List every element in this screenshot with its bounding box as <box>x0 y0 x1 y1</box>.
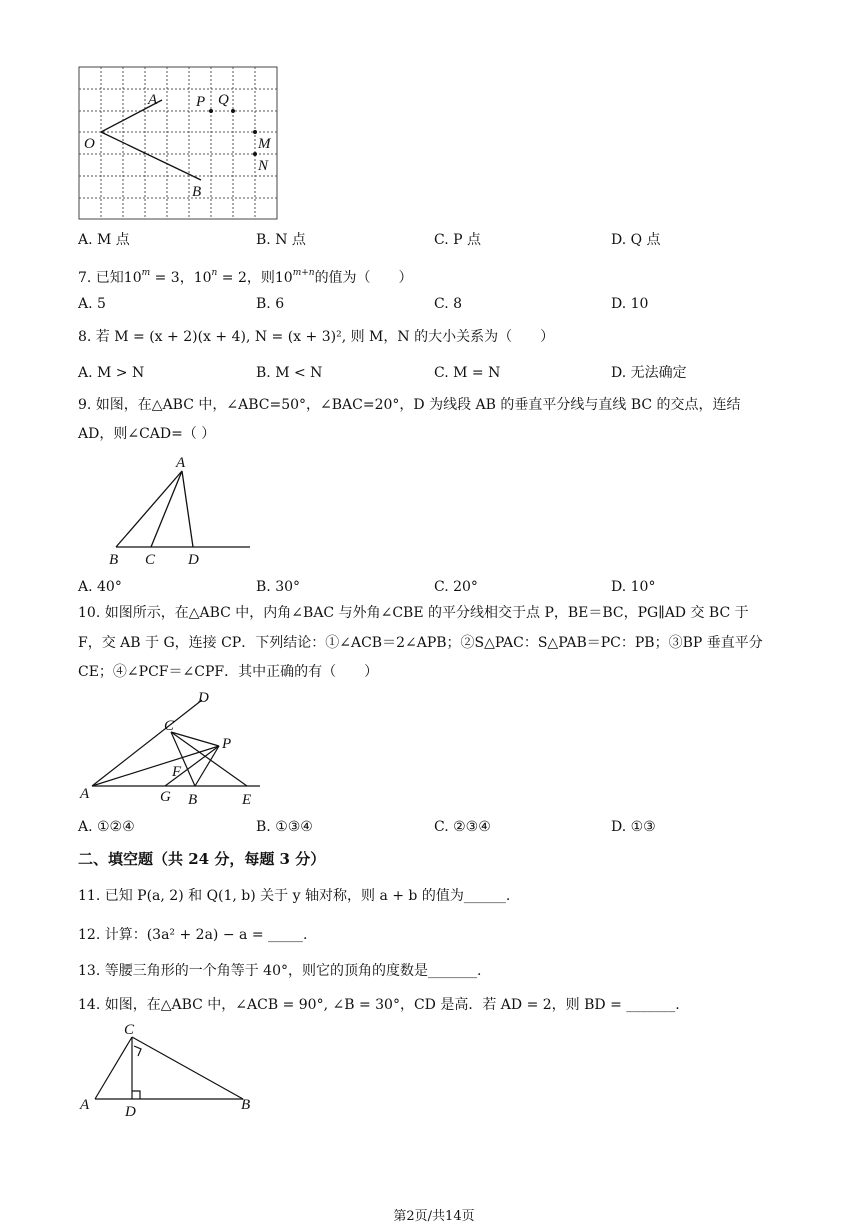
point-m <box>253 130 257 134</box>
label-b: B <box>192 184 202 200</box>
q8-option-a[interactable]: A. M > N <box>78 365 145 381</box>
q14-label-c: C <box>124 1022 135 1038</box>
q6-option-b[interactable]: B. N 点 <box>256 232 306 248</box>
q9-option-a[interactable]: A. 40° <box>78 579 122 595</box>
q9-label-d: D <box>188 552 199 568</box>
q10-label-b: B <box>188 792 198 808</box>
q10-stem-line1: 10. 如图所示，在△ABC 中，内角∠BAC 与外角∠CBE 的平分线相交于点 P，BE＝BC，PG∥AD 交 BC 于 <box>78 605 749 621</box>
q14-label-d: D <box>125 1104 136 1120</box>
q9-stem-line1: 9. 如图，在△ABC 中，∠ABC=50°，∠BAC=20°，D 为线段 AB 的垂直平分线与直线 BC 的交点，连结 <box>78 397 741 413</box>
q10-option-a[interactable]: A. ①②④ <box>78 819 135 835</box>
q11-stem: 11. 已知 P(a, 2) 和 Q(1, b) 关于 y 轴对称，则 a + b 的值为______. <box>78 888 511 904</box>
q9-label-b: B <box>109 552 119 568</box>
q9-option-c[interactable]: C. 20° <box>434 579 478 595</box>
q10-label-g: G <box>160 789 171 805</box>
q8-stem: 8. 若 M = (x + 2)(x + 4), N = (x + 3)², 则 M，N 的大小关系为（ ） <box>78 329 555 345</box>
q14-figure <box>78 1020 268 1120</box>
page-footer: 第2页/共14页 <box>393 1209 475 1224</box>
q6-option-a[interactable]: A. M 点 <box>78 232 130 248</box>
point-p <box>209 109 213 113</box>
label-n: N <box>258 158 269 174</box>
q13-stem: 13. 等腰三角形的一个角等于 40°，则它的顶角的度数是_______. <box>78 963 482 979</box>
label-q: Q <box>218 92 229 108</box>
label-m: M <box>258 136 271 152</box>
q6-option-c[interactable]: C. P 点 <box>434 232 481 248</box>
q10-option-c[interactable]: C. ②③④ <box>434 819 491 835</box>
q10-label-a: A <box>80 786 90 802</box>
label-o: O <box>84 136 95 152</box>
q8-option-c[interactable]: C. M = N <box>434 365 501 381</box>
q14-label-a: A <box>80 1097 90 1113</box>
q9-option-b[interactable]: B. 30° <box>256 579 301 595</box>
point-q <box>231 109 235 113</box>
q8-option-b[interactable]: B. M < N <box>256 365 323 381</box>
q7-option-b[interactable]: B. 6 <box>256 296 285 312</box>
q10-label-d: D <box>198 690 209 706</box>
section-2-title: 二、填空题（共 24 分，每题 3 分） <box>78 850 326 868</box>
q7-stem: 7. 已知$10^m = 3$，$10^n = 2$，则$10^{m+n}$的值为（ ） <box>78 268 413 286</box>
q7-option-a[interactable]: A. 5 <box>78 296 106 312</box>
q10-label-e: E <box>242 792 252 808</box>
grid-lines <box>79 67 277 219</box>
q7-option-c[interactable]: C. 8 <box>434 296 463 312</box>
point-n <box>253 152 257 156</box>
grid-figure <box>78 66 278 221</box>
q10-figure <box>78 688 268 810</box>
q10-option-d[interactable]: D. ①③ <box>611 819 656 835</box>
q9-stem-line2: AD，则∠CAD=（ ） <box>78 426 216 442</box>
q8-option-d[interactable]: D. 无法确定 <box>611 365 687 381</box>
q14-label-b: B <box>241 1097 251 1113</box>
q10-label-p: P <box>222 736 232 752</box>
q7-option-d[interactable]: D. 10 <box>611 296 649 312</box>
q6-option-d[interactable]: D. Q 点 <box>611 232 661 248</box>
q10-option-b[interactable]: B. ①③④ <box>256 819 313 835</box>
q9-label-c: C <box>145 552 156 568</box>
q9-figure <box>100 452 255 570</box>
q9-option-d[interactable]: D. 10° <box>611 579 656 595</box>
q10-label-f: F <box>172 764 182 780</box>
q10-stem-line2: F，交 AB 于 G，连接 CP．下列结论：①∠ACB＝2∠APB；②S△PAC：S△PAB＝PC：PB；③BP 垂直平分 <box>78 635 763 651</box>
label-a: A <box>148 92 158 108</box>
q9-label-a: A <box>176 455 186 471</box>
q12-stem: 12. 计算：(3a² + 2a) − a = _____. <box>78 927 308 943</box>
ray-ob <box>101 132 201 180</box>
q10-stem-line3: CE；④∠PCF＝∠CPF．其中正确的有（ ） <box>78 664 379 680</box>
label-p: P <box>196 94 206 110</box>
q10-label-c: C <box>164 718 175 734</box>
q14-stem: 14. 如图，在△ABC 中，∠ACB = 90°, ∠B = 30°，CD 是高．若 AD = 2，则 BD = _______. <box>78 997 680 1013</box>
